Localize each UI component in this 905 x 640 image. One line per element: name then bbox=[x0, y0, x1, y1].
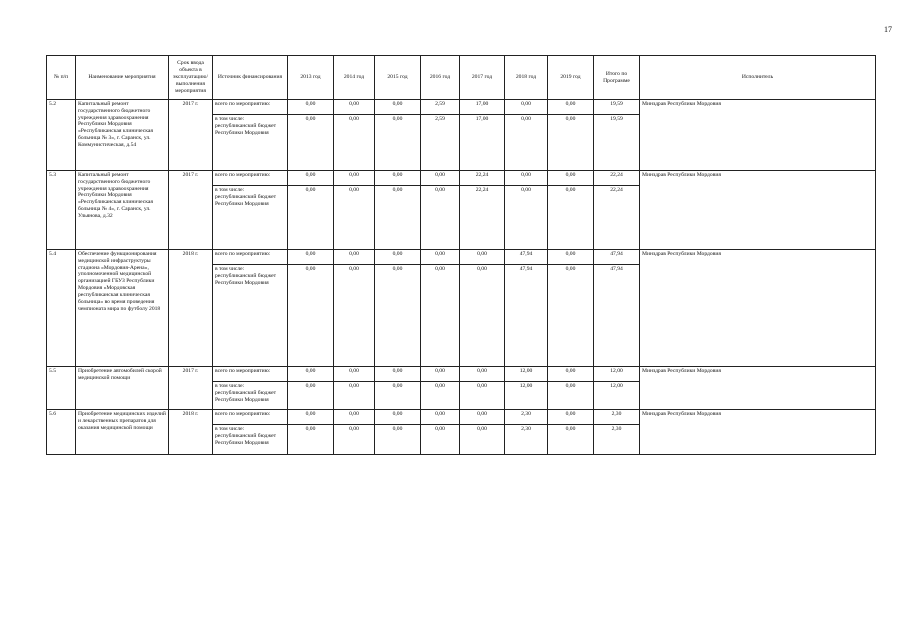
row-name: Капитальный ремонт государственного бюджетного учреждения здравоохранения Республики Мордовия «Республиканская клиническая больница № 4», г. Саранск, ул. Ульянова, д.32 bbox=[76, 171, 169, 250]
cell-2013: 0,00 bbox=[288, 425, 334, 455]
header-2019: 2019 год bbox=[548, 56, 594, 100]
cell-2014: 0,00 bbox=[334, 115, 375, 171]
header-2014: 2014 год bbox=[334, 56, 375, 100]
header-row bbox=[47, 56, 876, 100]
cell-2019: 0,00 bbox=[548, 367, 594, 382]
cell-2018: 2,30 bbox=[505, 425, 548, 455]
row-executor: Минздрав Республики Мордовия bbox=[640, 250, 876, 367]
row-source-budget: в том числе: республиканский бюджет Республики Мордовия bbox=[213, 115, 288, 171]
cell-2018: 47,94 bbox=[505, 250, 548, 265]
cell-2015: 0,00 bbox=[375, 250, 421, 265]
cell-2015: 0,00 bbox=[375, 115, 421, 171]
cell-2019: 0,00 bbox=[548, 382, 594, 410]
cell-2017: 0,00 bbox=[460, 382, 505, 410]
cell-2019: 0,00 bbox=[548, 115, 594, 171]
cell-2013: 0,00 bbox=[288, 186, 334, 250]
cell-total: 2,30 bbox=[594, 425, 640, 455]
table-row bbox=[47, 100, 876, 115]
cell-2014: 0,00 bbox=[334, 425, 375, 455]
header-term: Срок ввода объекта в эксплуатацию/ выполнения мероприятия bbox=[169, 56, 213, 100]
row-num: 5.5 bbox=[47, 367, 76, 410]
cell-total: 12,00 bbox=[594, 382, 640, 410]
cell-2019: 0,00 bbox=[548, 250, 594, 265]
cell-2018: 47,94 bbox=[505, 265, 548, 367]
cell-2018: 0,00 bbox=[505, 100, 548, 115]
cell-2014: 0,00 bbox=[334, 171, 375, 186]
cell-total: 22,24 bbox=[594, 171, 640, 186]
row-term: 2017 г. bbox=[169, 100, 213, 171]
cell-2018: 2,30 bbox=[505, 410, 548, 425]
cell-2016: 0,00 bbox=[421, 250, 460, 265]
cell-2013: 0,00 bbox=[288, 115, 334, 171]
header-name: Наименование мероприятия bbox=[76, 56, 169, 100]
cell-2013: 0,00 bbox=[288, 171, 334, 186]
row-num: 5.2 bbox=[47, 100, 76, 171]
header-2017: 2017 год bbox=[460, 56, 505, 100]
cell-2014: 0,00 bbox=[334, 367, 375, 382]
cell-total: 12,00 bbox=[594, 367, 640, 382]
row-source-budget: в том числе: республиканский бюджет Республики Мордовия bbox=[213, 186, 288, 250]
cell-2019: 0,00 bbox=[548, 265, 594, 367]
row-num: 5.4 bbox=[47, 250, 76, 367]
cell-2019: 0,00 bbox=[548, 186, 594, 250]
row-source-total: всего по мероприятию: bbox=[213, 100, 288, 115]
cell-2017: 0,00 bbox=[460, 265, 505, 367]
cell-2015: 0,00 bbox=[375, 382, 421, 410]
cell-2017: 0,00 bbox=[460, 410, 505, 425]
row-term: 2018 г. bbox=[169, 410, 213, 455]
cell-2013: 0,00 bbox=[288, 250, 334, 265]
row-source-budget: в том числе: республиканский бюджет Республики Мордовия bbox=[213, 265, 288, 367]
cell-2017: 17,00 bbox=[460, 115, 505, 171]
header-num: № п/п bbox=[47, 56, 76, 100]
cell-2016: 2,59 bbox=[421, 115, 460, 171]
cell-2014: 0,00 bbox=[334, 250, 375, 265]
cell-2017: 0,00 bbox=[460, 250, 505, 265]
cell-2015: 0,00 bbox=[375, 171, 421, 186]
row-term: 2018 г. bbox=[169, 250, 213, 367]
cell-2013: 0,00 bbox=[288, 367, 334, 382]
row-executor: Минздрав Республики Мордовия bbox=[640, 410, 876, 455]
cell-2016: 0,00 bbox=[421, 410, 460, 425]
cell-2015: 0,00 bbox=[375, 186, 421, 250]
cell-2014: 0,00 bbox=[334, 410, 375, 425]
row-executor: Минздрав Республики Мордовия bbox=[640, 367, 876, 410]
cell-2014: 0,00 bbox=[334, 265, 375, 367]
row-term: 2017 г. bbox=[169, 171, 213, 250]
program-table bbox=[46, 55, 876, 455]
row-name: Приобретение автомобилей скорой медицинской помощи bbox=[76, 367, 169, 410]
row-source-total: всего по мероприятию: bbox=[213, 171, 288, 186]
cell-2016: 0,00 bbox=[421, 425, 460, 455]
cell-2019: 0,00 bbox=[548, 425, 594, 455]
cell-2018: 0,00 bbox=[505, 171, 548, 186]
cell-2019: 0,00 bbox=[548, 171, 594, 186]
table-row bbox=[47, 367, 876, 382]
cell-2018: 0,00 bbox=[505, 115, 548, 171]
cell-2014: 0,00 bbox=[334, 382, 375, 410]
cell-2013: 0,00 bbox=[288, 100, 334, 115]
header-2018: 2018 год bbox=[505, 56, 548, 100]
header-source: Источник финансирования bbox=[213, 56, 288, 100]
cell-2016: 2,59 bbox=[421, 100, 460, 115]
cell-2013: 0,00 bbox=[288, 265, 334, 367]
cell-total: 47,94 bbox=[594, 250, 640, 265]
cell-2018: 0,00 bbox=[505, 186, 548, 250]
cell-2015: 0,00 bbox=[375, 367, 421, 382]
cell-2016: 0,00 bbox=[421, 186, 460, 250]
cell-2018: 12,00 bbox=[505, 367, 548, 382]
cell-2017: 17,00 bbox=[460, 100, 505, 115]
header-2013: 2013 год bbox=[288, 56, 334, 100]
row-name: Приобретение медицинских изделий и лекарственных препаратов для оказания медицинской помощи bbox=[76, 410, 169, 455]
cell-total: 47,94 bbox=[594, 265, 640, 367]
header-executor: Исполнитель bbox=[640, 56, 876, 100]
row-source-total: всего по мероприятию: bbox=[213, 367, 288, 382]
cell-2017: 0,00 bbox=[460, 367, 505, 382]
row-source-budget: в том числе: республиканский бюджет Республики Мордовия bbox=[213, 425, 288, 455]
cell-2018: 12,00 bbox=[505, 382, 548, 410]
row-executor: Минздрав Республики Мордовия bbox=[640, 100, 876, 171]
cell-2015: 0,00 bbox=[375, 425, 421, 455]
cell-2016: 0,00 bbox=[421, 367, 460, 382]
cell-2016: 0,00 bbox=[421, 171, 460, 186]
cell-total: 19,59 bbox=[594, 115, 640, 171]
table-row bbox=[47, 250, 876, 265]
table-row bbox=[47, 171, 876, 186]
cell-total: 2,30 bbox=[594, 410, 640, 425]
cell-2015: 0,00 bbox=[375, 265, 421, 367]
page-number: 17 bbox=[884, 25, 892, 34]
header-2016: 2016 год bbox=[421, 56, 460, 100]
header-total: Итого по Программе bbox=[594, 56, 640, 100]
cell-total: 22,24 bbox=[594, 186, 640, 250]
row-term: 2017 г. bbox=[169, 367, 213, 410]
row-name: Обеспечение функционирования медицинской инфраструктуры стадиона «Мордовия-Арена», уполномоченной медицинской организацией ГБУЗ Республики Мордовия «Мордовская республиканская клиническая больница» во время проведения чемпионата мира по футболу 2018 bbox=[76, 250, 169, 367]
cell-2016: 0,00 bbox=[421, 265, 460, 367]
row-executor: Минздрав Республики Мордовия bbox=[640, 171, 876, 250]
cell-2017: 22,24 bbox=[460, 186, 505, 250]
cell-total: 19,59 bbox=[594, 100, 640, 115]
row-num: 5.6 bbox=[47, 410, 76, 455]
row-source-total: всего по мероприятию: bbox=[213, 410, 288, 425]
row-num: 5.3 bbox=[47, 171, 76, 250]
table-row bbox=[47, 410, 876, 425]
cell-2015: 0,00 bbox=[375, 410, 421, 425]
cell-2019: 0,00 bbox=[548, 410, 594, 425]
header-2015: 2015 год bbox=[375, 56, 421, 100]
cell-2013: 0,00 bbox=[288, 410, 334, 425]
row-source-total: всего по мероприятию: bbox=[213, 250, 288, 265]
cell-2017: 0,00 bbox=[460, 425, 505, 455]
cell-2016: 0,00 bbox=[421, 382, 460, 410]
cell-2013: 0,00 bbox=[288, 382, 334, 410]
cell-2019: 0,00 bbox=[548, 100, 594, 115]
cell-2014: 0,00 bbox=[334, 100, 375, 115]
row-source-budget: в том числе: республиканский бюджет Республики Мордовия bbox=[213, 382, 288, 410]
cell-2014: 0,00 bbox=[334, 186, 375, 250]
cell-2017: 22,24 bbox=[460, 171, 505, 186]
row-name: Капитальный ремонт государственного бюджетного учреждения здравоохранения Республики Мордовия «Республиканская клиническая больница № 3», г. Саранск, ул. Коммунистическая, д.54 bbox=[76, 100, 169, 171]
cell-2015: 0,00 bbox=[375, 100, 421, 115]
